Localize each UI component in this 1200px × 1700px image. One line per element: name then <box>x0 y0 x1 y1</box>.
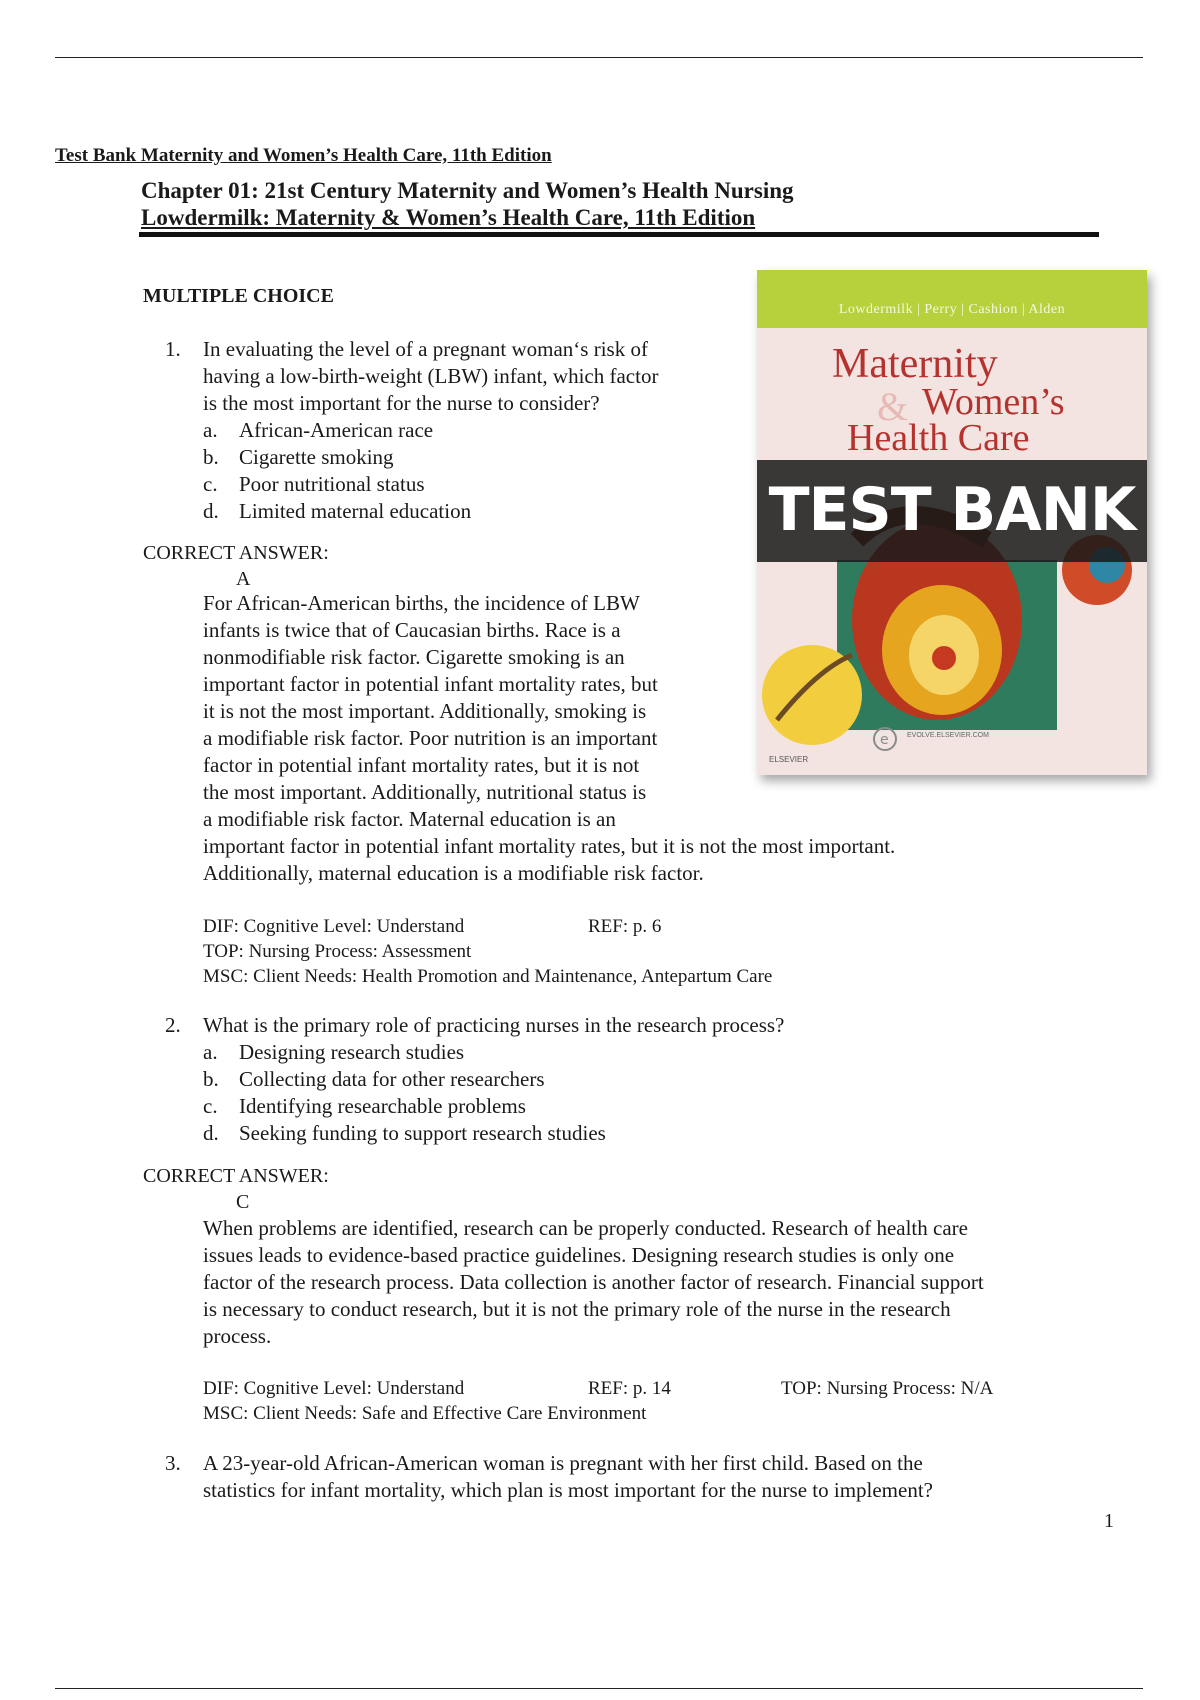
option-c[interactable] <box>203 471 425 498</box>
rationale-line: is necessary to conduct research, but it is not the primary role of the nurse in the research <box>203 1297 951 1321</box>
rationale-line: factor in potential infant mortality rates, but it is not <box>203 753 640 777</box>
rationale-line: nonmodifiable risk factor. Cigarette smoking is an <box>203 645 625 669</box>
question-meta <box>203 914 772 989</box>
correct-answer-label: CORRECT ANSWER: <box>143 542 329 564</box>
svg-text:e: e <box>880 732 889 748</box>
header-rule <box>139 232 1099 237</box>
cover-title-line1: Maternity <box>832 341 998 387</box>
correct-answer-letter: C <box>236 1191 250 1213</box>
option-text: Seeking funding to support research studies <box>239 1121 606 1145</box>
question-stem <box>203 336 658 417</box>
rationale-line: the most important. Additionally, nutritional status is <box>203 780 647 804</box>
rationale <box>203 1215 984 1350</box>
cover-authors: Lowdermilk | Perry | Cashion | Alden <box>838 302 1066 317</box>
option-letter: d. <box>203 499 219 523</box>
option-letter: c. <box>203 472 218 496</box>
rationale-line: important factor in potential infant mortality rates, but <box>203 672 658 696</box>
stem-line: statistics for infant mortality, which plan is most important for the nurse to implement? <box>203 1478 933 1502</box>
meta-msc: MSC: Client Needs: Health Promotion and Maintenance, Antepartum Care <box>203 966 773 987</box>
rationale-line: factor of the research process. Data collection is another factor of research. Financial support <box>203 1270 984 1294</box>
stem-line: In evaluating the level of a pregnant woman‘s risk of <box>203 337 648 361</box>
option-text: Collecting data for other researchers <box>239 1067 545 1091</box>
section-heading: MULTIPLE CHOICE <box>143 285 334 307</box>
bottom-divider <box>55 1688 1143 1689</box>
meta-dif: DIF: Cognitive Level: Understand <box>203 916 465 937</box>
rationale-line: important factor in potential infant mortality rates, but it is not the most important. <box>203 834 896 858</box>
option-letter: a. <box>203 418 218 442</box>
correct-answer-label: CORRECT ANSWER: <box>143 1165 329 1187</box>
option-text: Identifying researchable problems <box>239 1094 526 1118</box>
option-letter: b. <box>203 445 219 469</box>
option-c[interactable] <box>203 1093 526 1120</box>
rationale-line: infants is twice that of Caucasian births. Race is a <box>203 618 621 642</box>
option-a[interactable] <box>203 417 433 444</box>
test-bank-banner-text: TEST BANK <box>768 475 1136 545</box>
option-letter: b. <box>203 1067 219 1091</box>
rationale-line: For African-American births, the incidence of LBW <box>203 591 640 615</box>
chapter-subtitle: Lowdermilk: Maternity & Women’s Health Care, 11th Edition <box>141 205 756 230</box>
option-a[interactable] <box>203 1039 464 1066</box>
meta-ref: REF: p. 6 <box>588 916 662 937</box>
option-text: Designing research studies <box>239 1040 465 1064</box>
question-stem <box>203 1012 784 1039</box>
svg-text:&: & <box>877 386 909 426</box>
stem-line: What is the primary role of practicing nurses in the research process? <box>203 1013 785 1037</box>
question-number: 3. <box>165 1451 181 1475</box>
option-text: Limited maternal education <box>239 499 472 523</box>
option-text: Poor nutritional status <box>239 472 425 496</box>
meta-msc: MSC: Client Needs: Safe and Effective Care Environment <box>203 1403 647 1424</box>
stem-line: is the most important for the nurse to consider? <box>203 391 600 415</box>
rationale-line: a modifiable risk factor. Maternal education is an <box>203 807 616 831</box>
rationale-line: process. <box>203 1324 272 1348</box>
meta-ref: REF: p. 14 <box>588 1378 671 1399</box>
rationale-line: a modifiable risk factor. Poor nutrition is an important <box>203 726 658 750</box>
meta-dif: DIF: Cognitive Level: Understand <box>203 1378 465 1399</box>
stem-line: A 23-year-old African-American woman is pregnant with her first child. Based on the <box>203 1451 923 1475</box>
question-stem <box>203 1450 933 1504</box>
option-letter: d. <box>203 1121 219 1145</box>
option-d[interactable] <box>203 498 471 525</box>
chapter-title: Chapter 01: 21st Century Maternity and Women’s Health Nursing <box>141 178 794 203</box>
option-b[interactable] <box>203 1066 545 1093</box>
cover-top-band <box>757 270 1147 328</box>
rationale-line: issues leads to evidence-based practice guidelines. Designing research studies is only one <box>203 1243 955 1267</box>
rationale-line: When problems are identified, research can be properly conducted. Research of health care <box>203 1216 968 1240</box>
rationale-line: it is not the most important. Additionally, smoking is <box>203 699 647 723</box>
option-b[interactable] <box>203 444 394 471</box>
meta-top: TOP: Nursing Process: Assessment <box>203 941 472 962</box>
option-letter: a. <box>203 1040 218 1064</box>
document-title: Test Bank Maternity and Women’s Health Care, 11th Edition <box>55 145 552 166</box>
question-number: 2. <box>165 1013 181 1037</box>
rationale <box>203 590 895 887</box>
stem-line: having a low-birth-weight (LBW) infant, which factor <box>203 364 659 388</box>
option-text: Cigarette smoking <box>239 445 394 469</box>
top-divider <box>55 57 1143 58</box>
option-letter: c. <box>203 1094 218 1118</box>
option-text: African-American race <box>239 418 434 442</box>
correct-answer-letter: A <box>236 568 251 590</box>
cover-title-line3: Health Care <box>847 417 1030 459</box>
meta-top: TOP: Nursing Process: N/A <box>781 1378 994 1399</box>
rationale-line: Additionally, maternal education is a modifiable risk factor. <box>203 861 704 885</box>
page-number: 1 <box>1104 1510 1114 1532</box>
option-d[interactable] <box>203 1120 606 1147</box>
question-number: 1. <box>165 337 181 361</box>
cover-website: EVOLVE.ELSEVIER.COM <box>907 732 989 739</box>
question-meta <box>203 1376 993 1426</box>
cover-publisher: ELSEVIER <box>769 755 809 764</box>
cover-title-line2: Women’s <box>922 381 1065 423</box>
